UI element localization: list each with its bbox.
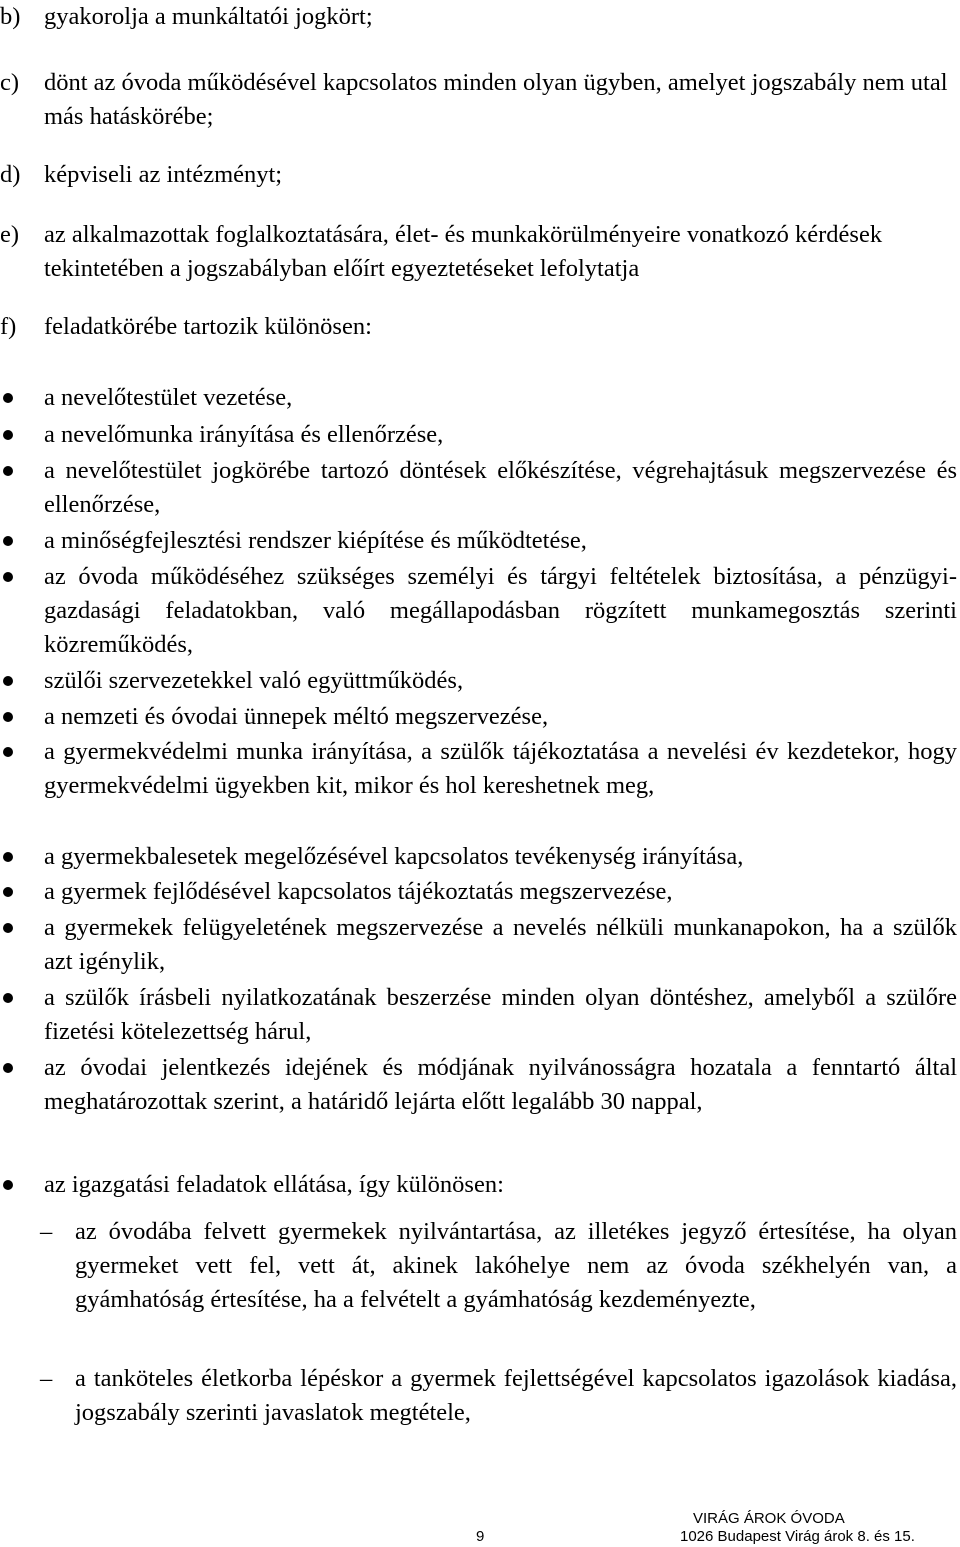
bullet-dot (3, 676, 13, 686)
bullet-text: a gyermekek felügyeletének megszervezése a nevelés nélküli munkanapokon, ha a szülők azt igénylik, (44, 914, 957, 975)
item-letter: b) (0, 3, 21, 30)
item-letter: f) (0, 313, 17, 340)
dash-mark: – (40, 1365, 53, 1392)
bullet-text: az óvodai jelentkezés idejének és módjának nyilvánosságra hozatala a fenntartó által meghatározottak szerint, a határidő lejárta előtt legalább 30 nappal, (44, 1054, 957, 1115)
item-text: az alkalmazottak foglalkoztatására, élet- és munkakörülményeire vonatkozó kérdések tekintetében a jogszabályban előírt egyeztetéseket lefolytatja (44, 221, 883, 282)
lettered-item-d (0, 158, 955, 192)
bullet-text: az igazgatási feladatok ellátása, így különösen: (44, 1171, 504, 1198)
bullet-item (0, 664, 957, 698)
bullet-dot (3, 923, 13, 933)
item-text: dönt az óvoda működésével kapcsolatos minden olyan ügyben, amelyet jogszabály nem utal más hatáskörébe; (44, 69, 948, 130)
bullet-item (0, 700, 957, 734)
bullet-item (0, 524, 957, 558)
bullet-item (0, 454, 957, 522)
bullet-item (0, 1051, 957, 1119)
bullet-text: a szülők írásbeli nyilatkozatának beszerzése minden olyan döntéshez, amelyből a szülőre fizetési kötelezettség hárul, (44, 984, 957, 1045)
item-text: képviseli az intézményt; (44, 161, 283, 188)
item-letter: c) (0, 69, 20, 96)
lettered-item-b (0, 0, 955, 34)
bullet-item (0, 560, 957, 662)
bullet-dot (3, 1180, 13, 1190)
bullet-item (0, 381, 957, 415)
bullet-text: a gyermekvédelmi munka irányítása, a szülők tájékoztatása a nevelési év kezdetekor, hogy gyermekvédelmi ügyekben kit, mikor és hol kereshetnek meg, (44, 738, 957, 799)
page-number: 9 (476, 1528, 485, 1545)
footer-org-name: VIRÁG ÁROK ÓVODA (693, 1510, 845, 1527)
lettered-item-c (0, 66, 955, 134)
bullet-dot (3, 536, 13, 546)
bullet-dot (3, 852, 13, 862)
item-letter: d) (0, 161, 21, 188)
dash-item (0, 1362, 957, 1430)
bullet-dot (3, 466, 13, 476)
bullet-text: a gyermek fejlődésével kapcsolatos tájékoztatás megszervezése, (44, 878, 673, 905)
bullet-text: a nevelőtestület jogkörébe tartozó döntések előkészítése, végrehajtásuk megszervezése és ellenőrzése, (44, 457, 957, 518)
bullet-text: szülői szervezetekkel való együttműködés, (44, 667, 464, 694)
bullet-dot (3, 712, 13, 722)
item-text: gyakorolja a munkáltatói jogkört; (44, 3, 373, 30)
bullet-text: a nevelőtestület vezetése, (44, 384, 293, 411)
bullet-dot (3, 887, 13, 897)
item-text: feladatkörébe tartozik különösen: (44, 313, 372, 340)
bullet-dot (3, 1063, 13, 1073)
dash-item (0, 1215, 957, 1317)
bullet-text: a nemzeti és óvodai ünnepek méltó megszervezése, (44, 703, 549, 730)
bullet-item (0, 1168, 957, 1202)
lettered-item-f (0, 310, 955, 344)
bullet-dot (3, 572, 13, 582)
lettered-item-e (0, 218, 955, 286)
bullet-text: az óvoda működéséhez szükséges személyi és tárgyi feltételek biztosítása, a pénzügyi-gazdasági feladatokban, való megállapodásban rögzített munkamegosztás szerinti közreműködés, (44, 563, 957, 658)
dash-mark: – (40, 1218, 53, 1245)
bullet-item (0, 981, 957, 1049)
bullet-text: a gyermekbalesetek megelőzésével kapcsolatos tevékenység irányítása, (44, 843, 744, 870)
bullet-item (0, 911, 957, 979)
dash-text: az óvodába felvett gyermekek nyilvántartása, az illetékes jegyző értesítése, ha olyan gyermeket vett fel, vett át, akinek lakóhelye nem az óvoda székhelyén van, a gyámhatóság értesítése, ha a felvételt a gyámhatóság kezdeményezte, (75, 1218, 957, 1313)
bullet-dot (3, 393, 13, 403)
bullet-item (0, 875, 957, 909)
footer-address: 1026 Budapest Virág árok 8. és 15. (680, 1528, 915, 1545)
bullet-dot (3, 430, 13, 440)
bullet-text: a minőségfejlesztési rendszer kiépítése és működtetése, (44, 527, 587, 554)
bullet-item (0, 735, 957, 803)
item-letter: e) (0, 221, 20, 248)
dash-text: a tanköteles életkorba lépéskor a gyermek fejlettségével kapcsolatos igazolások kiadása, jogszabály szerinti javaslatok megtétele, (75, 1365, 957, 1426)
bullet-item (0, 418, 957, 452)
bullet-text: a nevelőmunka irányítása és ellenőrzése, (44, 421, 444, 448)
bullet-dot (3, 993, 13, 1003)
bullet-dot (3, 747, 13, 757)
bullet-item (0, 840, 957, 874)
